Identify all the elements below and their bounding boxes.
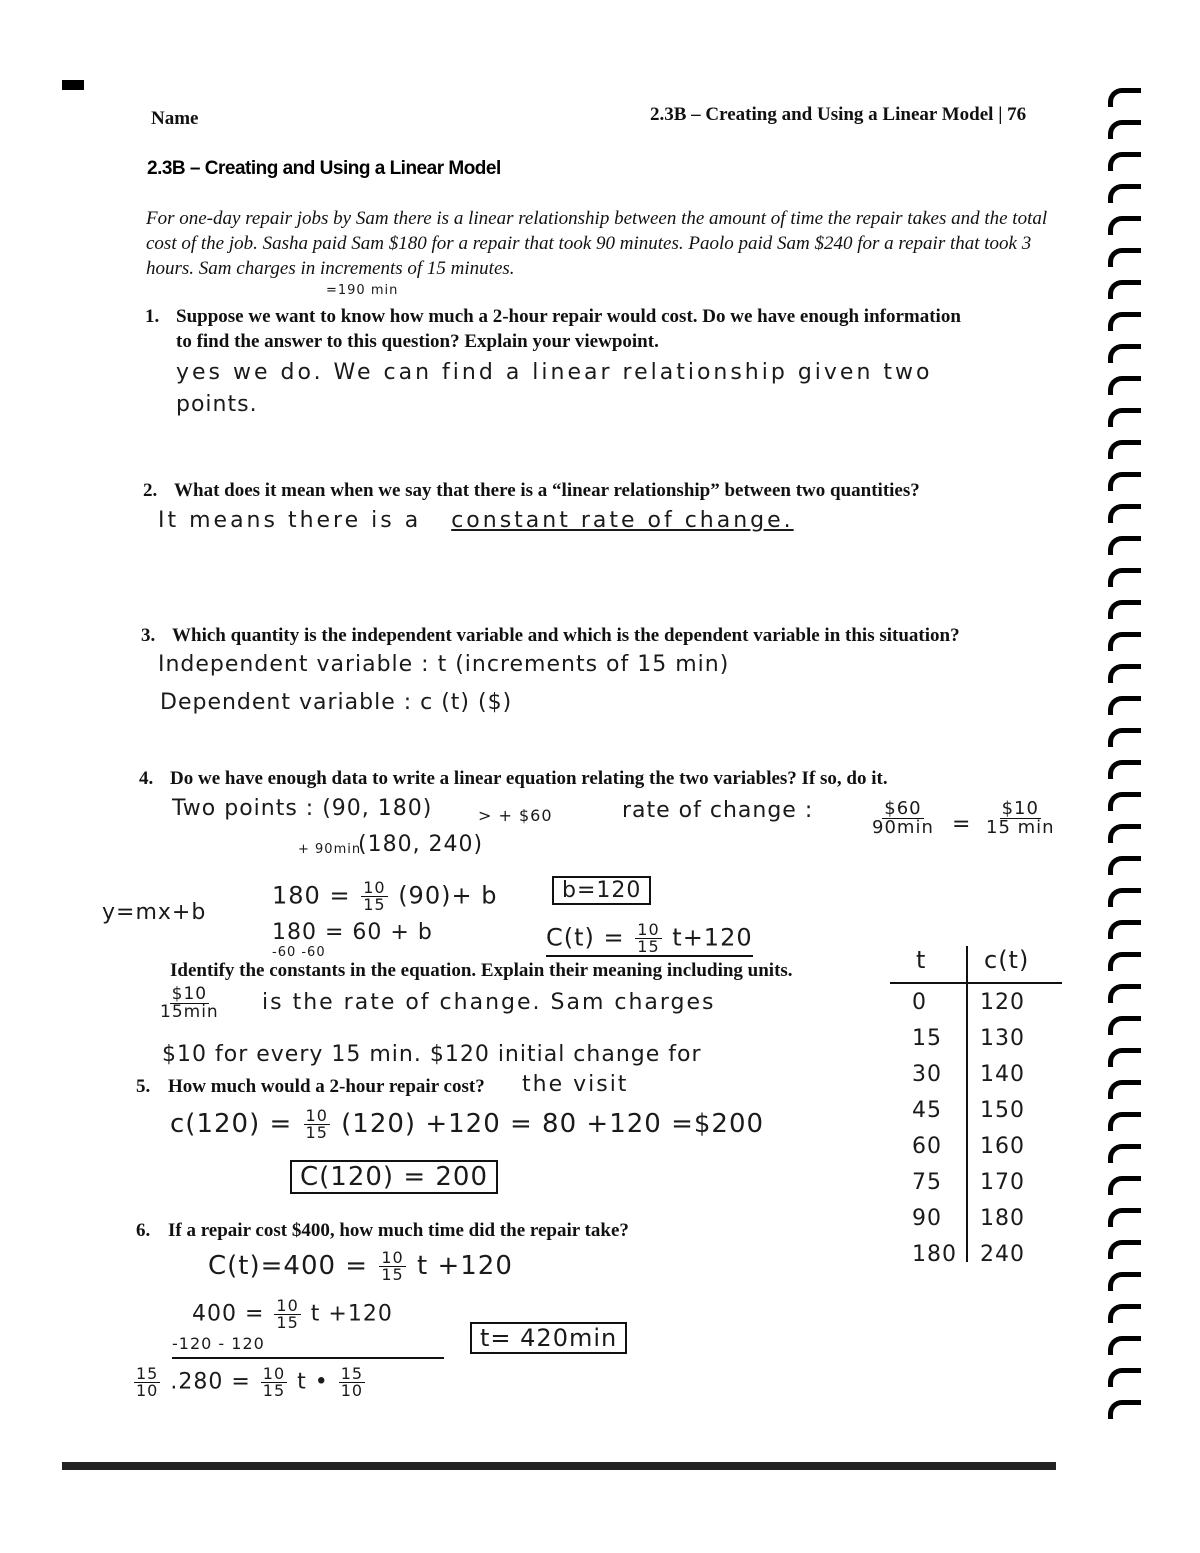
q6-w4-f3-num: 15	[340, 1364, 364, 1383]
q4-two-points: Two points : (90, 180)	[172, 796, 433, 821]
table-cell-ct: 130	[980, 1026, 1025, 1051]
q5-text: How much would a 2-hour repair cost?	[168, 1076, 485, 1097]
q4-rate2-den: 15 min	[986, 817, 1055, 838]
spiral-loop	[1108, 1240, 1141, 1259]
q3-number: 3.	[141, 625, 156, 646]
q4-sub-frac-num: $10	[171, 984, 208, 1004]
spiral-loop	[1108, 536, 1141, 555]
q6-work1	[208, 1250, 513, 1283]
table-header-t: t	[916, 946, 927, 974]
table-cell-t: 0	[912, 990, 927, 1015]
q5-frac-num: 10	[305, 1106, 328, 1125]
q4-sub-answer-line1: is the rate of change. Sam charges	[262, 990, 716, 1015]
q6-w2-frac-den: 15	[276, 1313, 299, 1332]
spiral-loop	[1108, 1016, 1141, 1035]
q6-w4-f3-den: 10	[340, 1381, 364, 1400]
q5-work-left: c(120) =	[170, 1109, 293, 1139]
q6-work1-left: C(t)=400 =	[208, 1251, 369, 1281]
q1-answer-line1: yes we do. We can find a linear relationship given two	[176, 360, 933, 385]
q4-number: 4.	[139, 768, 154, 789]
spiral-loop	[1108, 1368, 1141, 1387]
table-cell-t: 30	[912, 1062, 942, 1087]
q2-number: 2.	[143, 480, 158, 501]
intro-note: =190 min	[326, 283, 399, 298]
q4-plus-60: > + $60	[478, 806, 553, 825]
q4-rate2-fraction	[982, 800, 1059, 837]
q4-ct-frac-num: 10	[637, 920, 660, 939]
table-cell-t: 60	[912, 1134, 942, 1159]
spiral-loop	[1108, 1208, 1141, 1227]
q4-sub-frac-den: 15min	[160, 1002, 219, 1022]
q4-eq1-right: (90)+ b	[398, 881, 498, 910]
q6-work4	[132, 1366, 367, 1399]
spiral-loop	[1108, 600, 1141, 619]
q6-w4-f2-den: 15	[262, 1381, 286, 1400]
table-cell-t: 90	[912, 1206, 942, 1231]
q4-rate2-num: $10	[1001, 798, 1039, 819]
q1-line2: to find the answer to this question? Explain your viewpoint.	[176, 331, 659, 352]
spiral-loop	[1108, 1144, 1141, 1163]
q2-answer-prefix: It means there is a	[158, 508, 422, 533]
spiral-loop	[1108, 760, 1141, 779]
q6-w4-f2-num: 10	[262, 1364, 286, 1383]
spiral-loop	[1108, 1272, 1141, 1291]
spiral-loop	[1108, 1112, 1141, 1131]
q5-frac-den: 15	[305, 1123, 328, 1142]
spiral-loop	[1108, 632, 1141, 651]
q4-eq1-frac-den: 15	[363, 895, 386, 914]
spiral-loop	[1108, 1048, 1141, 1067]
q6-w2-frac-num: 10	[276, 1296, 299, 1315]
spiral-loop	[1108, 664, 1141, 683]
q2-answer-underlined: constant rate of change.	[451, 508, 794, 533]
table-header-ct: c(t)	[984, 946, 1030, 974]
q4-sub-fraction	[156, 986, 223, 1021]
spiral-loop	[1108, 184, 1141, 203]
spiral-loop	[1108, 952, 1141, 971]
table-horizontal-rule	[890, 982, 1062, 984]
q6-w1-frac-den: 15	[381, 1265, 404, 1284]
q4-text: Do we have enough data to write a linear equation relating the two variables? If so, do it.	[170, 768, 888, 789]
spiral-loop	[1108, 376, 1141, 395]
table-cell-ct: 240	[980, 1242, 1025, 1267]
q6-work2-right: t +120	[310, 1301, 393, 1327]
q4-eq2: 180 = 60 + b	[272, 920, 433, 945]
q5-work	[170, 1108, 764, 1141]
q4-subquestion: Identify the constants in the equation. Explain their meaning including units.	[170, 960, 793, 981]
q4-rate-num: $60	[884, 798, 922, 819]
spiral-loop	[1108, 568, 1141, 587]
q1-line1: Suppose we want to know how much a 2-hour repair would cost. Do we have enough information	[176, 306, 961, 327]
q4-eq3: -60 -60	[272, 945, 326, 960]
spiral-loop	[1108, 472, 1141, 491]
q1-number: 1.	[145, 306, 160, 327]
spiral-loop	[1108, 280, 1141, 299]
q4-ct-equation	[546, 922, 753, 957]
table-cell-ct: 140	[980, 1062, 1025, 1087]
spiral-loop	[1108, 920, 1141, 939]
q2-text: What does it mean when we say that there is a “linear relationship” between two quantities?	[174, 480, 920, 501]
q6-work4-mid: .280 =	[170, 1369, 251, 1395]
q4-eq1-left: 180 =	[272, 881, 351, 910]
q2-answer	[158, 508, 794, 533]
q6-work3: -120 - 120	[172, 1334, 444, 1359]
spiral-loop	[1108, 792, 1141, 811]
q6-number: 6.	[136, 1220, 151, 1241]
q6-w1-frac-num: 10	[381, 1248, 404, 1267]
spiral-loop	[1108, 344, 1141, 363]
spiral-loop	[1108, 888, 1141, 907]
table-cell-t: 75	[912, 1170, 942, 1195]
table-vertical-rule	[966, 946, 968, 1262]
q6-text: If a repair cost $400, how much time did the repair take?	[168, 1220, 629, 1241]
q4-rate-den: 90min	[872, 817, 934, 838]
table-cell-ct: 180	[980, 1206, 1025, 1231]
q4-eq1	[272, 880, 497, 913]
q6-work2	[192, 1298, 393, 1331]
spiral-loop	[1108, 504, 1141, 523]
table-cell-t: 180	[912, 1242, 957, 1267]
q4-ct-right: t+120	[672, 923, 753, 952]
spiral-loop	[1108, 728, 1141, 747]
table-cell-ct: 160	[980, 1134, 1025, 1159]
q4-eq1-frac-num: 10	[363, 878, 386, 897]
spiral-loop	[1108, 1336, 1141, 1355]
q6-work2-left: 400 =	[192, 1301, 265, 1327]
q5-number: 5.	[136, 1076, 151, 1097]
spiral-loop	[1108, 1400, 1141, 1419]
scan-edge-line	[62, 1462, 1056, 1470]
q6-w4-f1-num: 15	[136, 1364, 159, 1383]
name-label: Name	[151, 108, 199, 129]
spiral-loop	[1108, 824, 1141, 843]
q4-rate-equals: =	[952, 812, 972, 837]
spiral-loop	[1108, 984, 1141, 1003]
scan-corner-mark	[62, 80, 84, 90]
spiral-loop	[1108, 440, 1141, 459]
q6-work4-right: t •	[297, 1369, 329, 1395]
table-cell-t: 45	[912, 1098, 942, 1123]
q6-work1-right: t +120	[417, 1251, 513, 1281]
spiral-loop	[1108, 248, 1141, 267]
q5-work-right: (120) +120 = 80 +120 =$200	[341, 1109, 765, 1139]
spiral-loop	[1108, 120, 1141, 139]
q4-plus-90min: + 90min	[298, 842, 362, 857]
section-title: 2.3B – Creating and Using a Linear Model	[147, 158, 501, 179]
table-cell-ct: 120	[980, 990, 1025, 1015]
page-header-title: 2.3B – Creating and Using a Linear Model | 76	[650, 104, 1027, 125]
q3-answer-line1: Independent variable : t (increments of 15 min)	[158, 652, 730, 677]
q1-answer-line2: points.	[176, 392, 258, 417]
spiral-loop	[1108, 1304, 1141, 1323]
q4-rate-label: rate of change :	[622, 798, 814, 823]
q4-b-value-box: b=120	[552, 876, 651, 905]
spiral-loop	[1108, 216, 1141, 235]
spiral-loop	[1108, 856, 1141, 875]
spiral-loop	[1108, 1080, 1141, 1099]
q4-slope-form: y=mx+b	[102, 900, 207, 925]
spiral-loop	[1108, 408, 1141, 427]
q4-second-point: (180, 240)	[358, 832, 484, 857]
spiral-loop	[1108, 88, 1141, 107]
q5-boxed-answer: C(120) = 200	[290, 1160, 498, 1194]
table-cell-ct: 150	[980, 1098, 1025, 1123]
intro-paragraph: For one-day repair jobs by Sam there is a linear relationship between the amount of time the repair takes and the total cost of the job. Sasha paid Sam $180 for a repair that took 90 minutes. Paolo paid Sam $240 for a repair that took 3 hours. Sam charges in increments of 15 minutes.	[146, 208, 1048, 279]
q6-boxed-answer: t= 420min	[470, 1322, 627, 1354]
q4-sub-answer-line3: the visit	[522, 1072, 629, 1097]
table-cell-t: 15	[912, 1026, 942, 1051]
spiral-loop	[1108, 696, 1141, 715]
spiral-loop	[1108, 312, 1141, 331]
q4-ct-frac-den: 15	[637, 937, 660, 956]
spiral-loop	[1108, 1176, 1141, 1195]
spiral-loop	[1108, 152, 1141, 171]
q4-rate-fraction	[868, 800, 938, 837]
q4-sub-answer-line2: $10 for every 15 min. $120 initial change for	[162, 1042, 702, 1067]
q4-ct-left: C(t) =	[546, 923, 625, 952]
q6-w4-f1-den: 10	[136, 1381, 159, 1400]
table-cell-ct: 170	[980, 1170, 1025, 1195]
q3-text: Which quantity is the independent variable and which is the dependent variable in this situation?	[172, 625, 960, 646]
q3-answer-line2: Dependent variable : c (t) ($)	[160, 690, 513, 715]
